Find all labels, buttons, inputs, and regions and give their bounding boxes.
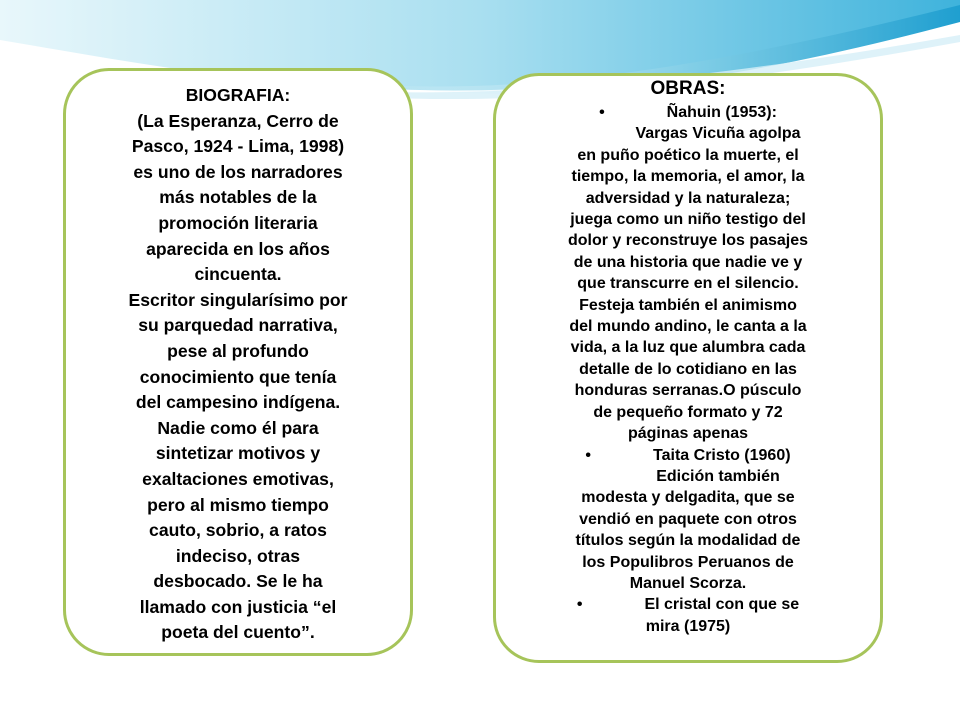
obras-title: OBRAS: — [650, 78, 726, 99]
work-line: del mundo andino, le canta a la — [569, 318, 807, 336]
biografia-line: es uno de los narradores — [133, 161, 343, 182]
biografia-card — [63, 68, 413, 656]
bullet-icon: • — [585, 446, 592, 464]
work-line: vida, a la luz que alumbra cada — [570, 339, 806, 357]
biografia-line: llamado con justicia “el — [139, 596, 337, 617]
obras-card — [493, 73, 883, 663]
work-line: detalle de lo cotidiano en las — [579, 360, 797, 378]
biografia-line: Escritor singularísimo por — [128, 289, 348, 310]
biografia-line: promoción literaria — [158, 212, 318, 233]
work-line: dolor y reconstruye los pasajes — [567, 232, 809, 250]
work-line: que transcurre en el silencio. — [577, 275, 799, 293]
biografia-title: BIOGRAFIA: — [185, 85, 291, 105]
work-line: honduras serranas.O púsculo — [574, 382, 802, 400]
biografia-line: del campesino indígena. — [135, 392, 341, 413]
bullet-icon: • — [576, 596, 583, 614]
work-line: los Populibros Peruanos de — [582, 553, 794, 571]
biografia-text — [80, 109, 396, 646]
biografia-line: poeta del cuento”. — [161, 622, 315, 643]
biografia-line: Nadie como él para — [157, 417, 319, 438]
biografia-line: más notables de la — [159, 187, 317, 208]
work-line: Manuel Scorza. — [629, 574, 747, 592]
work-line-text: Edición también — [656, 467, 780, 485]
work-line — [510, 466, 866, 487]
work-title: Taita Cristo (1960) — [653, 446, 791, 464]
biografia-line: cauto, sobrio, a ratos — [149, 520, 327, 541]
biografia-line: aparecida en los años — [146, 238, 330, 259]
work-line: adversidad y la naturaleza; — [585, 189, 791, 207]
work-heading — [510, 102, 866, 123]
work-line: en puño poético la muerte, el — [577, 146, 799, 164]
biografia-line: conocimiento que tenía — [139, 366, 337, 387]
work-line: vendió en paquete con otros — [579, 510, 797, 528]
work-nahuin — [510, 102, 866, 445]
biografia-line: (La Esperanza, Cerro de — [137, 110, 339, 131]
biografia-line: su parquedad narrativa, — [138, 315, 338, 336]
work-line: modesta y delgadita, que se — [581, 489, 795, 507]
work-line-text: Vargas Vicuña agolpa — [635, 125, 801, 143]
work-line: tiempo, la memoria, el amor, la — [571, 168, 805, 186]
biografia-line: Pasco, 1924 - Lima, 1998) — [131, 136, 345, 157]
biografia-line: sintetizar motivos y — [155, 443, 321, 464]
work-taita-cristo — [510, 445, 866, 595]
work-line: mira (1975) — [645, 617, 731, 635]
work-line — [510, 123, 866, 144]
biografia-line: exaltaciones emotivas, — [142, 468, 334, 489]
work-el-cristal — [510, 594, 866, 637]
work-title: El cristal con que se — [644, 596, 800, 614]
biografia-line: pero al mismo tiempo — [147, 494, 329, 515]
biografia-line: indeciso, otras — [175, 545, 301, 566]
bullet-icon: • — [599, 104, 605, 121]
work-heading — [510, 445, 866, 466]
work-title: Ñahuin (1953): — [666, 104, 777, 121]
biografia-line: desbocado. Se le ha — [153, 571, 323, 592]
work-line: títulos según la modalidad de — [575, 532, 801, 550]
work-heading — [510, 594, 866, 615]
work-line: juega como un niño testigo del — [570, 211, 806, 229]
work-line: de una historia que nadie ve y — [573, 253, 803, 271]
biografia-line: pese al profundo — [167, 340, 309, 361]
biografia-line: cincuenta. — [194, 264, 282, 285]
work-line: páginas apenas — [627, 425, 749, 443]
work-line: Festeja también el animismo — [579, 296, 797, 314]
work-line: de pequeño formato y 72 — [593, 403, 783, 421]
